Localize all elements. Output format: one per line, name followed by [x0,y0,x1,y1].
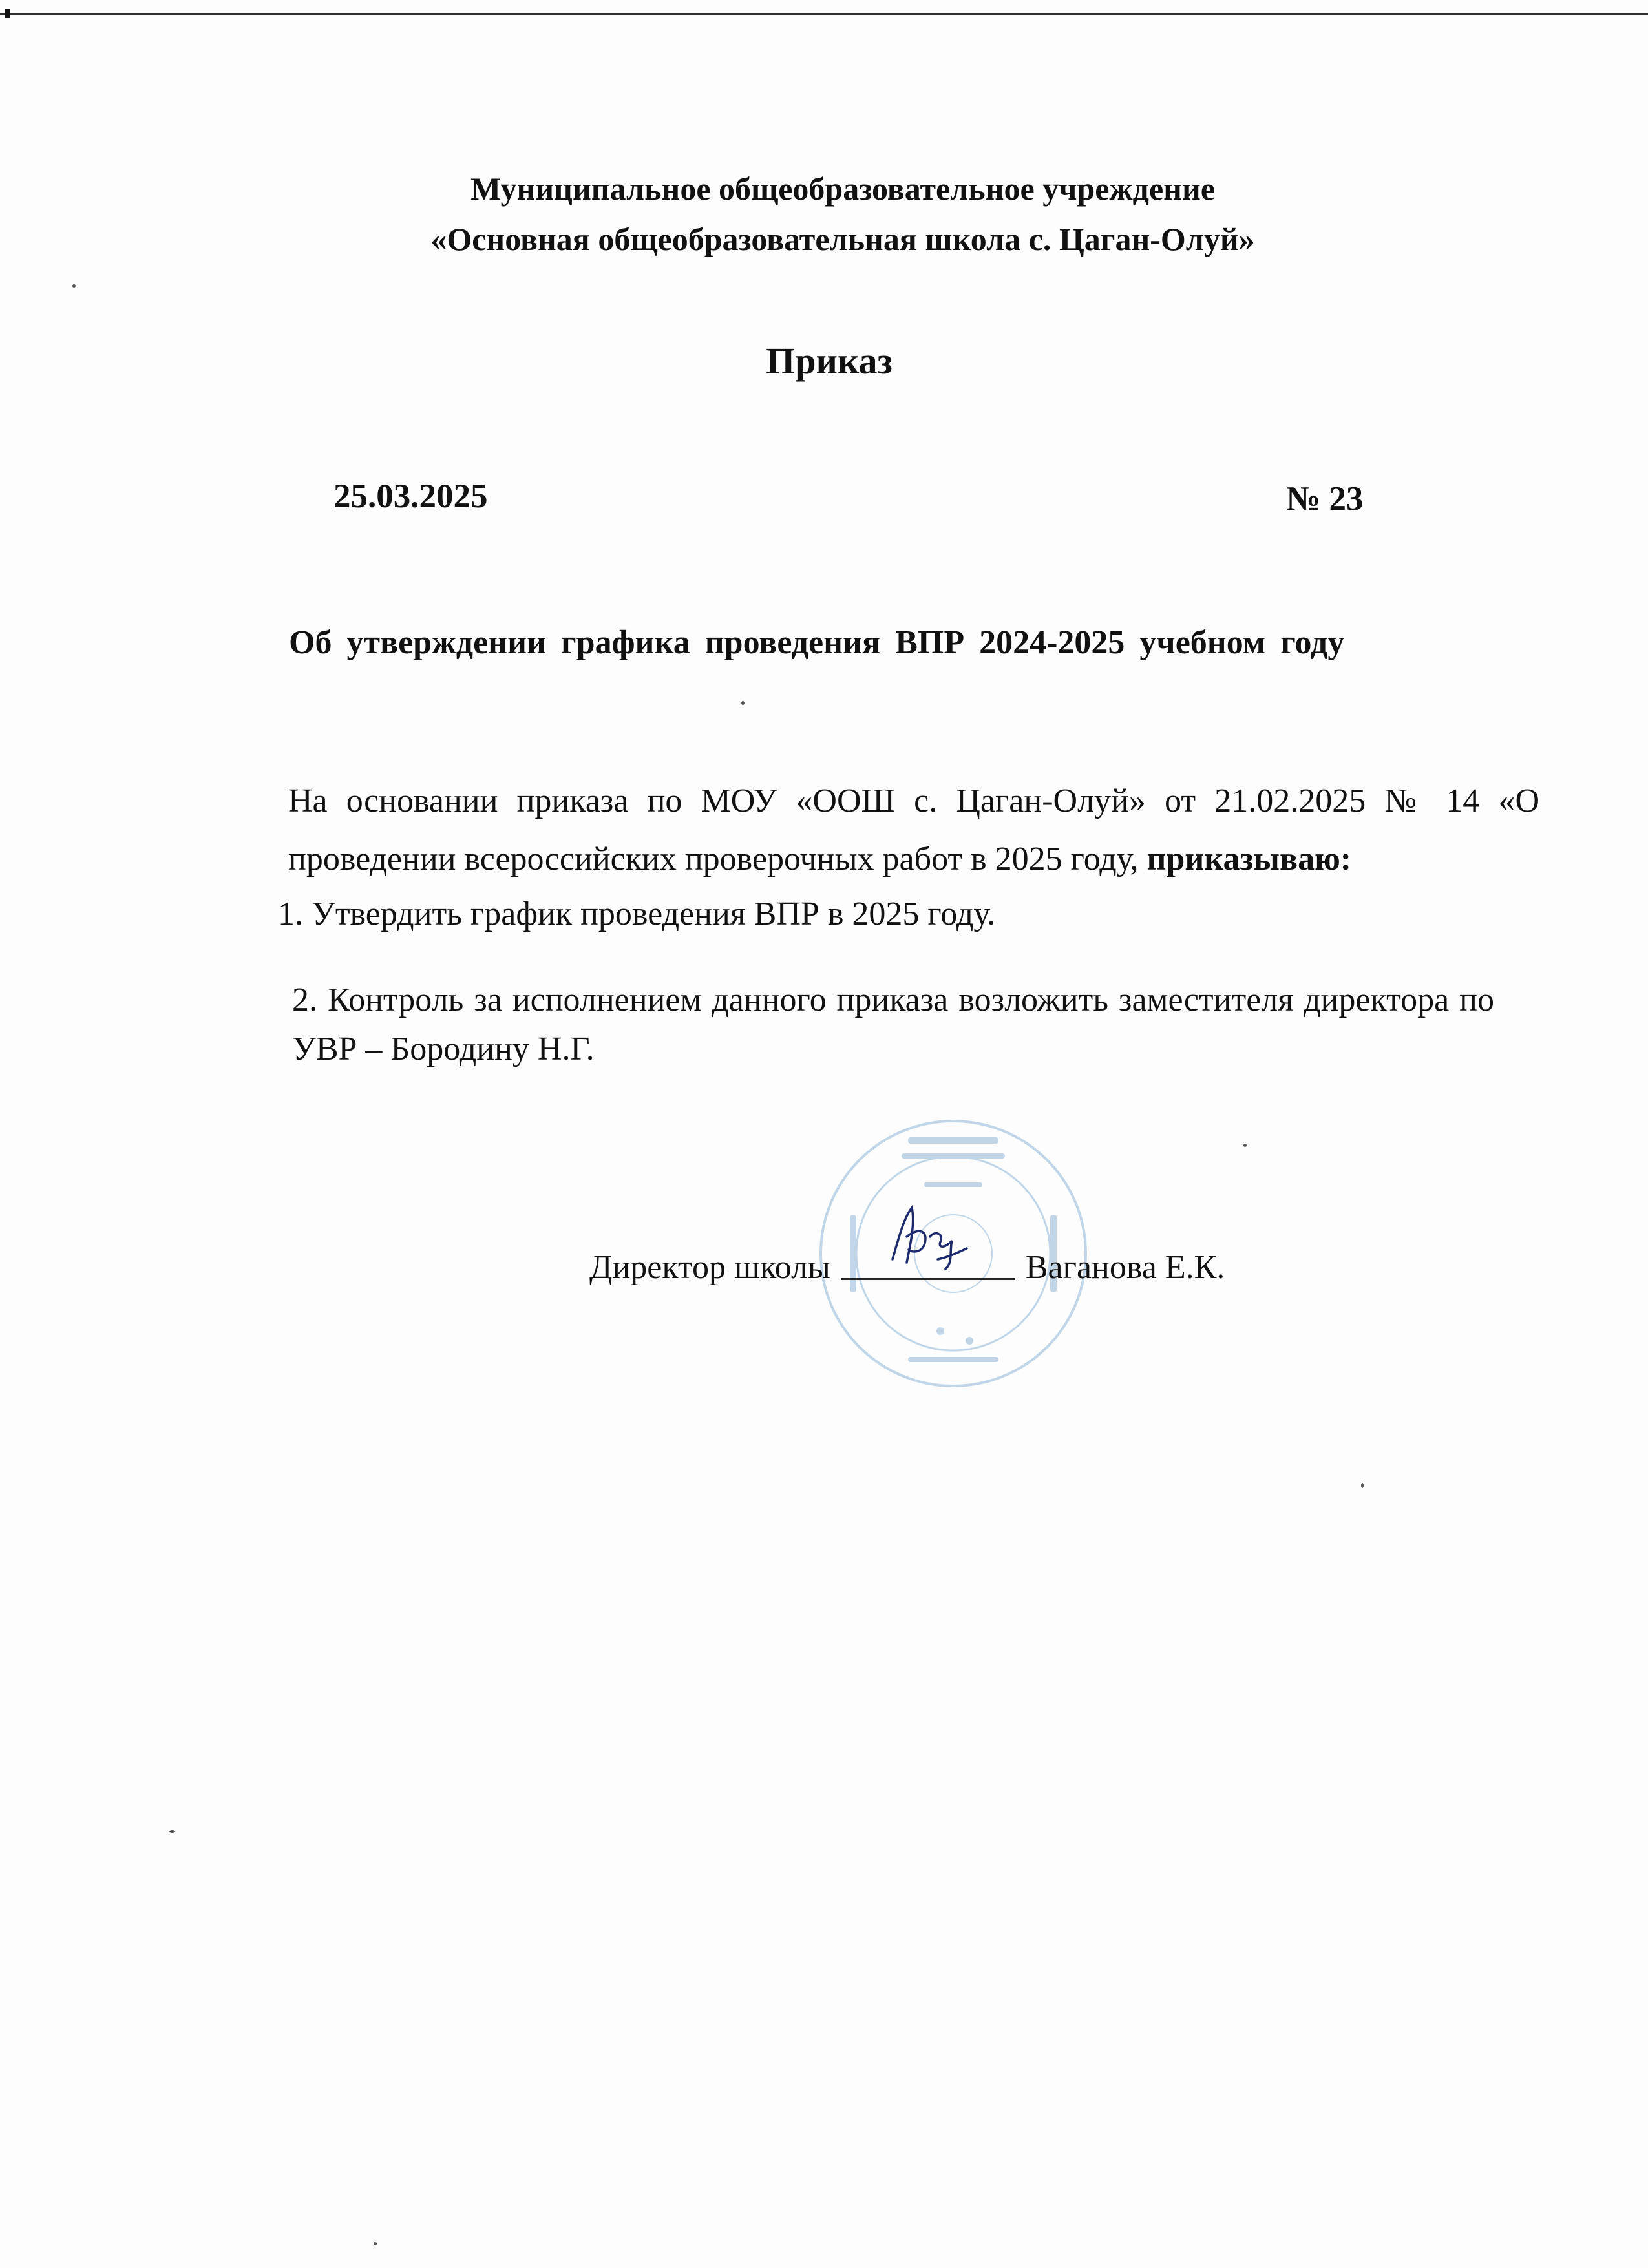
document-date: 25.03.2025 [333,478,488,515]
scan-speck [741,701,745,705]
organization-name: Муниципальное общеобразовательное учреждение [470,171,1215,207]
scan-speck [1243,1144,1247,1147]
scan-speck [1361,1483,1364,1488]
signature-line [841,1242,1015,1280]
school-name: «Основная общеобразовательная школа с. Цаган-Олуй» [430,221,1255,257]
document-subject: Об утверждении графика проведения ВПР 2024-2025 учебном году [289,624,1345,661]
scan-speck [374,2242,377,2245]
basis-paragraph [288,772,1539,888]
signatory-position: Директор школы [589,1249,830,1286]
order-item-2: 2. Контроль за исполнением данного приказа возложить заместителя директора по УВР – Бородину Н.Г. [292,982,1494,1067]
order-item-1: 1. Утвердить график проведения ВПР в 2025 году. [278,896,996,932]
order-verb: приказываю: [1146,841,1352,877]
organization-header [0,163,1648,264]
document-number: № 23 [1286,480,1364,518]
handwritten-signature [873,1198,977,1276]
scan-top-edge [0,13,1648,15]
document-type: Приказ [766,340,893,382]
scan-corner-mark [5,9,10,18]
scan-speck [72,284,76,288]
signatory-name: Ваганова Е.К. [1025,1249,1225,1286]
scan-speck [169,1830,175,1833]
stamp-star-icon [936,1327,973,1345]
signature-block [589,1242,1225,1286]
basis-text: На основании приказа по МОУ «ООШ с. Цаган-Олуй» от 21.02.2025 № 14 «О проведении всероссийских проверочных работ в 2025 году, [288,782,1539,877]
